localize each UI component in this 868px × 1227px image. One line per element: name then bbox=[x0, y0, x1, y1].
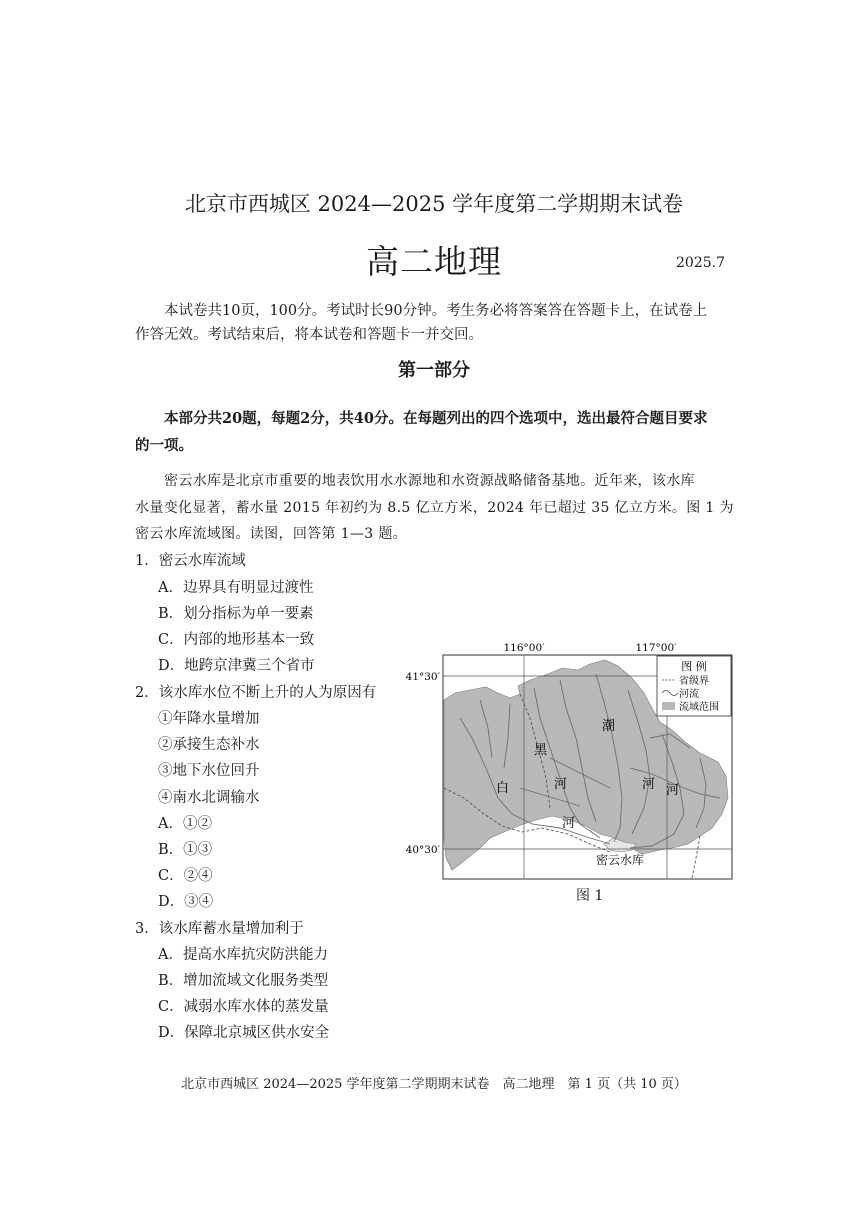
legend-item-border: 省级界 bbox=[679, 676, 709, 687]
question-1-option-b[interactable]: B．划分指标为单一要素 bbox=[158, 606, 314, 622]
question-2-option-c[interactable]: C．②④ bbox=[158, 868, 213, 884]
question-3-option-a[interactable]: A．提高水库抗灾防洪能力 bbox=[158, 947, 328, 963]
question-3-option-b[interactable]: B．增加流域文化服务类型 bbox=[158, 973, 329, 989]
instruction-line-2: 的一项。 bbox=[135, 437, 193, 454]
question-2-item-3: ③地下水位回升 bbox=[158, 763, 260, 779]
question-1-option-a[interactable]: A．边界具有明显过渡性 bbox=[158, 580, 314, 596]
passage-line-2: 水量变化显著，蓄水量 2015 年初约为 8.5 亿立方米，2024 年已超过 35 亿立方米。图 1 为 bbox=[135, 500, 734, 516]
page-footer: 北京市西城区 2024—2025 学年度第二学期期末试卷 高二地理 第 1 页（共 10 页） bbox=[181, 1077, 687, 1092]
question-3-option-c[interactable]: C．减弱水库水体的蒸发量 bbox=[158, 999, 329, 1015]
question-2-item-1: ①年降水量增加 bbox=[158, 711, 260, 727]
question-2-option-b[interactable]: B．①③ bbox=[158, 842, 213, 858]
question-2-item-4: ④南水北调输水 bbox=[158, 790, 260, 806]
subject-title: 高二地理 bbox=[366, 242, 502, 281]
lat-label-41-30: 41°30′ bbox=[405, 671, 440, 683]
question-1-option-c[interactable]: C．内部的地形基本一致 bbox=[158, 632, 315, 648]
exam-date: 2025.7 bbox=[676, 255, 725, 271]
lon-label-116: 116°00′ bbox=[503, 642, 545, 654]
section-title: 第一部分 bbox=[398, 360, 470, 381]
river-char-he-2: 河 bbox=[554, 777, 568, 792]
lat-label-40-30: 40°30′ bbox=[405, 844, 440, 856]
question-2-option-a[interactable]: A．①② bbox=[158, 816, 212, 832]
river-char-he-1: 河 bbox=[562, 816, 576, 831]
intro-line-2: 作答无效。考试结束后，将本试卷和答题卡一并交回。 bbox=[135, 327, 483, 343]
river-char-he-4: 河 bbox=[642, 777, 656, 792]
legend-item-basin: 流域范围 bbox=[679, 702, 719, 713]
legend-title: 图 例 bbox=[681, 660, 707, 673]
question-3-option-d[interactable]: D．保障北京城区供水安全 bbox=[158, 1025, 330, 1041]
exam-title: 北京市西城区 2024—2025 学年度第二学期期末试卷 bbox=[184, 192, 684, 216]
legend-item-river: 河流 bbox=[679, 689, 699, 700]
passage-line-1: 密云水库是北京市重要的地表饮用水水源地和水资源战略储备基地。近年来，该水库 bbox=[164, 473, 695, 489]
figure-caption: 图 1 bbox=[576, 888, 604, 904]
reservoir-label: 密云水库 bbox=[596, 853, 645, 867]
basin-map-svg bbox=[400, 638, 740, 890]
intro-line-1: 本试卷共10页，100分。考试时长90分钟。考生务必将答案答在答题卡上，在试卷上 bbox=[164, 303, 708, 319]
question-1-option-d[interactable]: D．地跨京津冀三个省市 bbox=[158, 658, 315, 674]
river-char-hei: 黑 bbox=[534, 743, 548, 758]
question-2-option-d[interactable]: D．③④ bbox=[158, 894, 214, 910]
river-char-chao: 潮 bbox=[602, 719, 616, 734]
river-char-he-3: 河 bbox=[666, 783, 680, 798]
question-2-item-2: ②承接生态补水 bbox=[158, 737, 260, 753]
question-1-stem: 1．密云水库流域 bbox=[135, 553, 246, 569]
question-3-stem: 3．该水库蓄水量增加利于 bbox=[135, 921, 304, 937]
passage-line-3: 密云水库流域图。读图，回答第 1—3 题。 bbox=[135, 526, 408, 542]
legend-basin-symbol bbox=[662, 702, 675, 710]
river-char-bai: 白 bbox=[496, 781, 510, 796]
instruction-line-1: 本部分共20题，每题2分，共40分。在每题列出的四个选项中，选出最符合题目要求 bbox=[164, 410, 708, 427]
lon-label-117: 117°00′ bbox=[635, 642, 677, 654]
question-2-stem: 2．该水库水位不断上升的人为原因有 bbox=[135, 685, 377, 701]
basin-map bbox=[400, 638, 740, 890]
